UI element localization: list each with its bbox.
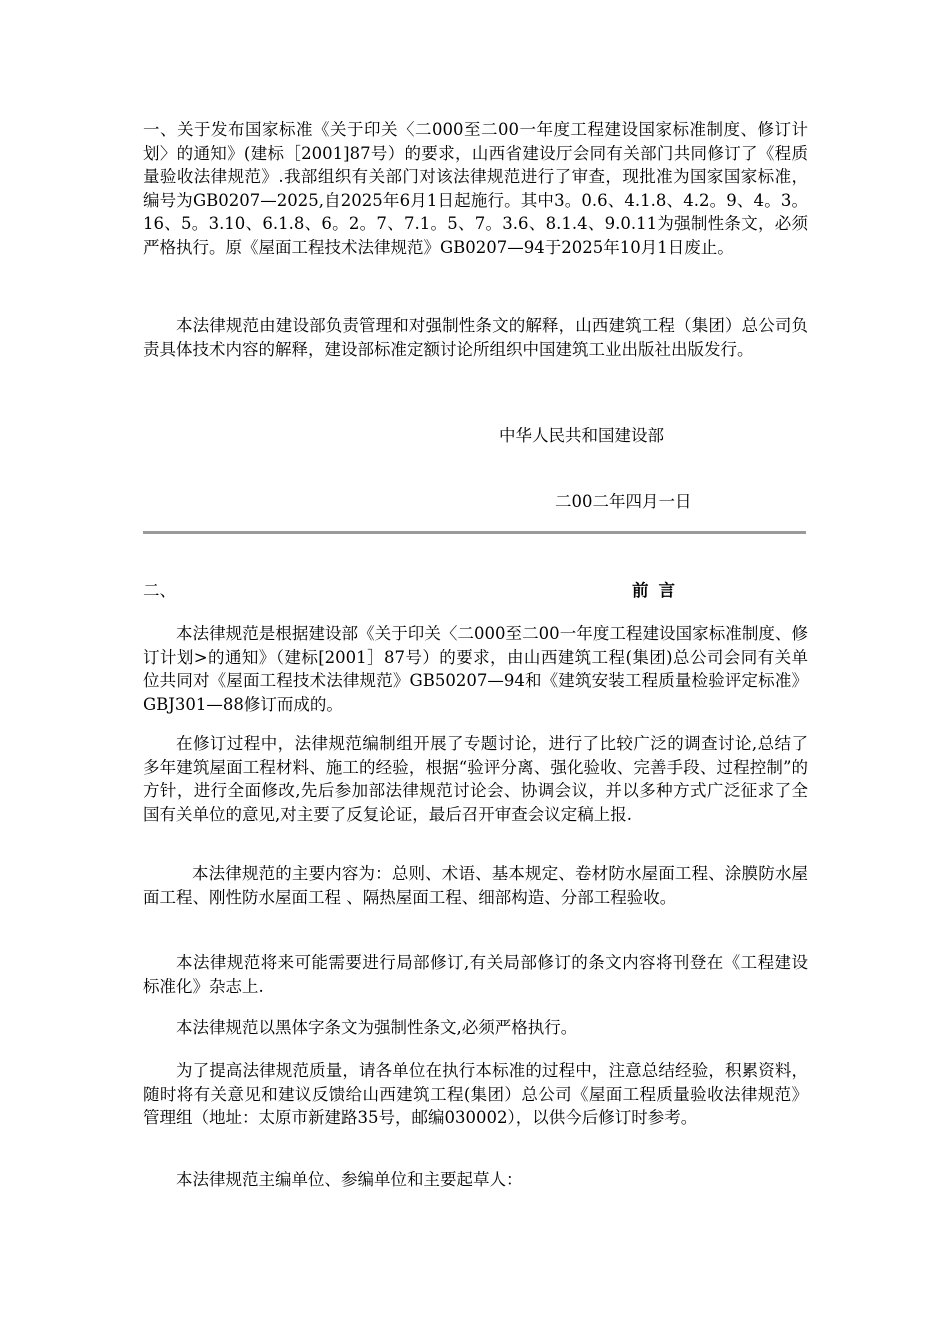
preface-paragraph-1: 本法律规范是根据建设部《关于印关〈二000至二00一年度工程建设国家标准制度、修订计划>的通知》（建标[2001］87号）的要求，由山西建筑工程(集团)总公司会同有关单位共同对《屋面工程技术法律规范》GB50207—94和《建筑安装工程质量检验评定标准》GBJ301—88修订而成的。 [143,624,808,714]
preface-paragraph-7-block [143,1168,808,1192]
preface-paragraph-2: 在修订过程中，法律规范编制组开展了专题讨论，进行了比较广泛的调查讨论,总结了多年建筑屋面工程材料、施工的经验，根据“验评分离、强化验收、完善手段、过程控制”的方针，进行全面修改,先后参加部法律规范讨论会、协调会议，并以多种方式广泛征求了全国有关单位的意见,对主要了反复论证，最后召开审查会议定稿上报. [143,734,808,824]
preface-paragraph-7: 本法律规范主编单位、参编单位和主要起草人： [176,1170,523,1189]
issuer-signature: 中华人民共和国建设部 [499,426,664,445]
section-number: 二、 [143,581,176,600]
issue-date: 二00二年四月一日 [555,492,692,511]
section-divider [143,531,806,534]
announcement-paragraph-1: 一、关于发布国家标准《关于印关〈二000至二00一年度工程建设国家标准制度、修订计划〉的通知》(建标［2001]87号）的要求，山西省建设厅会同有关部门共同修订了《程质量验收法律规范》.我部组织有关部门对该法律规范进行了审查，现批准为国家国家标准，编号为GB0207—2025,自2025年6月1日起施行。其中3。0.6、4.1.8、4.2。9、4。3。16、5。3.10、6.1.8、6。2。7、7.1。5、7。3.6、8.1.4、9.0.11为强制性条文，必须严格执行。原《屋面工程技术法律规范》GB0207—94于2025年10月1日废止。 [143,120,808,257]
preface-paragraph-6: 为了提高法律规范质量，请各单位在执行本标准的过程中，注意总结经验，积累资料，随时将有关意见和建议反馈给山西建筑工程(集团）总公司《屋面工程质量验收法律规范》管理组（地址：太原市新建路35号，邮编030002），以供今后修订时参考。 [143,1061,808,1127]
preface-paragraph-4: 本法律规范将来可能需要进行局部修订,有关局部修订的条文内容将刊登在《工程建设标准化》杂志上. [143,953,808,996]
preface-paragraph-5-block [143,1016,808,1040]
preface-paragraph-5: 本法律规范以黑体字条文为强制性条文,必须严格执行。 [176,1018,578,1037]
preface-paragraph-3: 本法律规范的主要内容为：总则、术语、基本规定、卷材防水屋面工程、涂膜防水屋面工程、刚性防水屋面工程 、隔热屋面工程、细部构造、分部工程验收。 [143,864,808,907]
section-title: 前言 [632,581,685,600]
preface-paragraph-3-block [143,862,808,909]
preface-paragraph-6-block [143,1059,808,1130]
preface-paragraph-1-block [143,622,808,716]
announcement-block [143,118,808,259]
preface-paragraph-2-block [143,732,808,826]
announcement-paragraph-2: 本法律规范由建设部负责管理和对强制性条文的解释，山西建筑工程（集团）总公司负责具体技术内容的解释，建设部标准定额讨论所组织中国建筑工业出版社出版发行。 [143,316,808,359]
preface-paragraph-4-block [143,951,808,998]
announcement-block-2 [143,314,808,361]
